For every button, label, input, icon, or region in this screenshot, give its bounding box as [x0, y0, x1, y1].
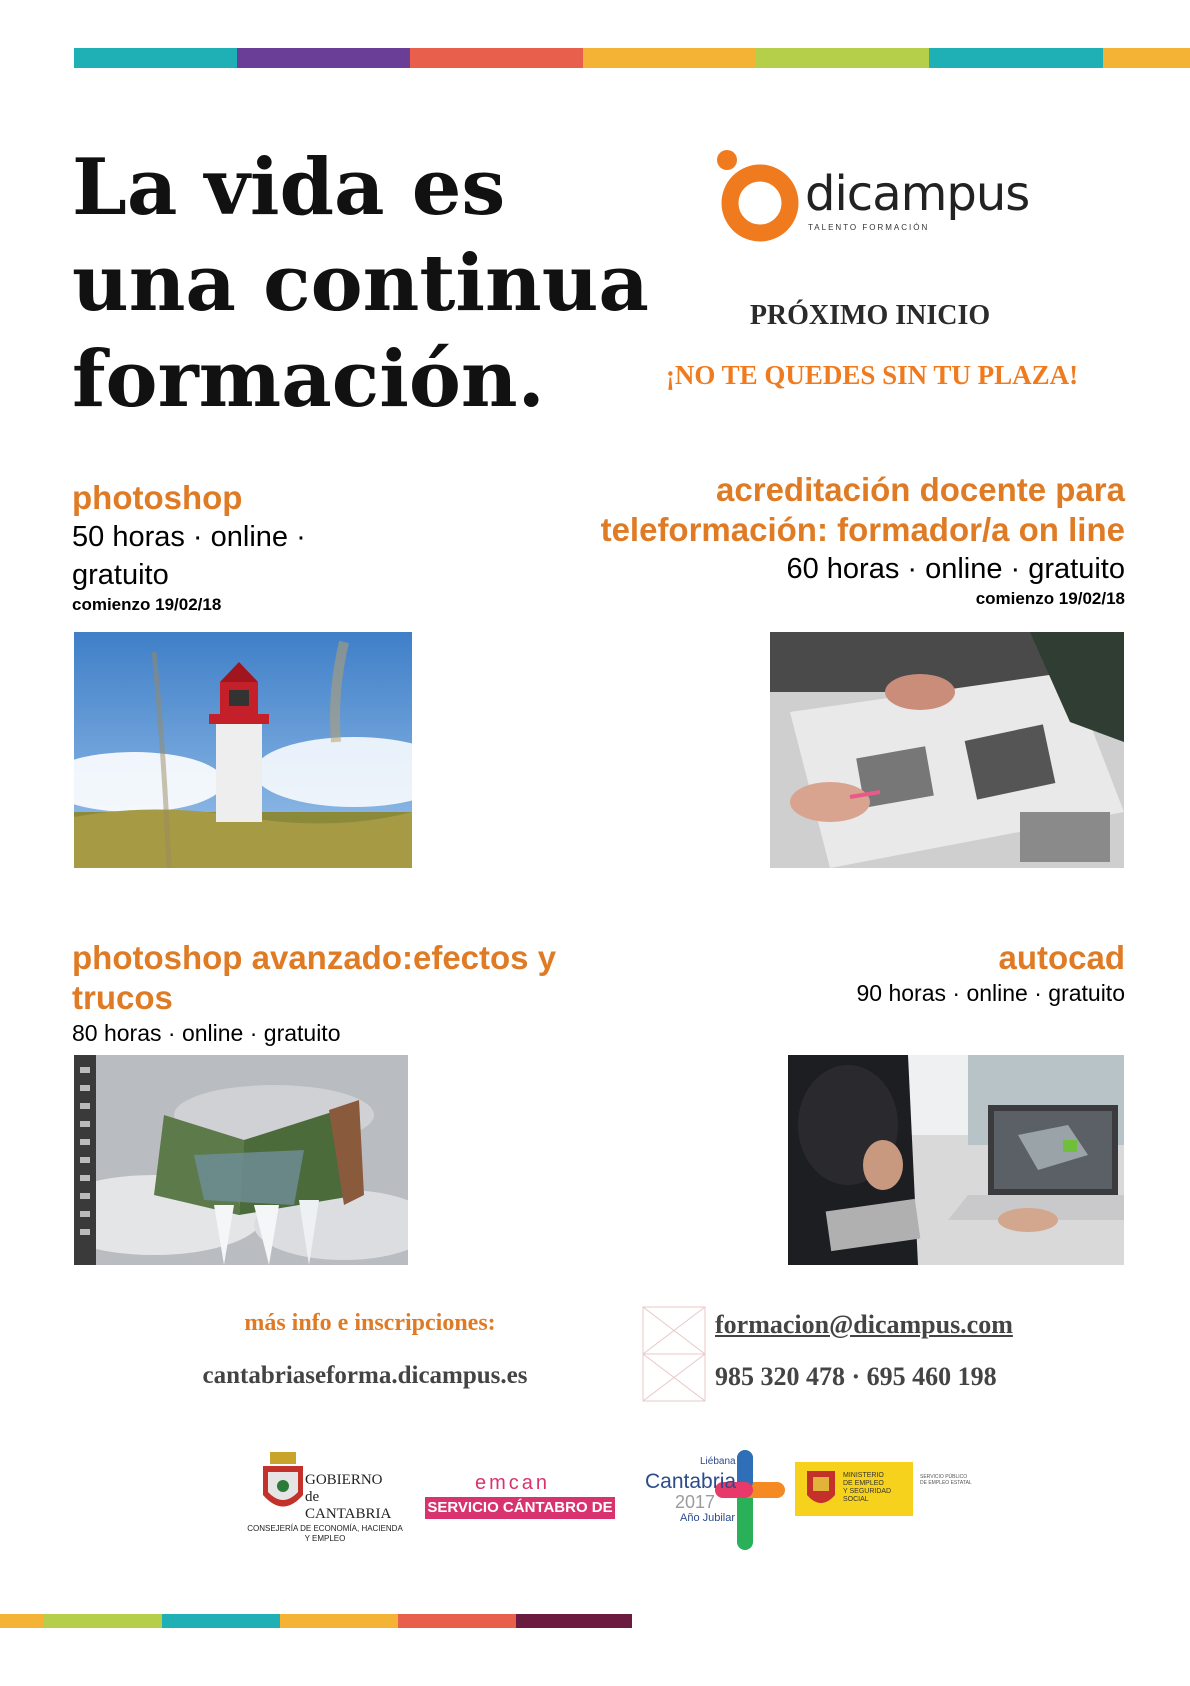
course-photoshop — [72, 478, 372, 616]
course-date: comienzo 19/02/18 — [975, 589, 1125, 608]
logo-tagline: TALENTO FORMACIÓN — [808, 223, 930, 232]
course-info: 60 horas · online · gratuito — [786, 553, 1125, 585]
image-placeholder-icon — [642, 1306, 706, 1402]
no-te-quedes: ¡NO TE QUEDES SIN TU PLAZA! — [665, 360, 1079, 390]
top-color-strip — [74, 48, 1190, 68]
laptop-photo — [788, 1055, 1124, 1265]
liebana-logo — [645, 1450, 785, 1550]
consejeria-text: CONSEJERÍA DE ECONOMÍA, HACIENDA Y EMPLEO — [247, 1524, 403, 1543]
book-landscape-photo — [74, 1055, 408, 1265]
strip-segment — [0, 1614, 44, 1628]
dicampus-logo-icon — [715, 148, 805, 248]
phone-numbers: 985 320 478 · 695 460 198 — [715, 1362, 997, 1391]
course-title: acreditación docente para — [716, 471, 1125, 508]
coat-of-arms-icon — [258, 1450, 308, 1520]
strip-segment — [44, 1614, 162, 1628]
headline-line: formación. — [72, 334, 545, 425]
more-info-label: más info e inscripciones: — [244, 1310, 496, 1336]
bottom-color-strip — [0, 1614, 632, 1628]
strip-segment — [516, 1614, 632, 1628]
ministerio-text: MINISTERIO DE EMPLEO Y SEGURIDAD SOCIAL — [843, 1472, 892, 1503]
gobierno-text: GOBIERNO de CANTABRIA — [305, 1472, 392, 1522]
liebana-year: 2017 — [675, 1492, 716, 1512]
website-link[interactable]: cantabriaseforma.dicampus.es — [202, 1362, 528, 1389]
emcan-bar: SERVICIO CÁNTABRO DE EMPLEO — [425, 1497, 615, 1519]
course-info: gratuito — [72, 559, 169, 591]
course-title: photoshop avanzado:efectos y — [72, 939, 557, 976]
strip-segment — [929, 48, 1103, 68]
headline-line: La vida es — [72, 142, 506, 233]
strip-segment — [398, 1614, 516, 1628]
course-title: teleformación: formador/a on line — [600, 511, 1125, 548]
spain-shield-icon — [801, 1467, 841, 1511]
course-info: 80 horas · online · gratuito — [72, 1020, 341, 1046]
lighthouse-photo — [74, 632, 412, 868]
strip-segment — [1103, 48, 1190, 68]
strip-segment — [74, 48, 237, 68]
sepe-text: SERVICIO PÚBLICO DE EMPLEO ESTATAL — [920, 1474, 972, 1486]
course-photoshop-avanzado — [72, 938, 592, 1048]
strip-segment — [237, 48, 410, 68]
strip-segment — [280, 1614, 398, 1628]
emcan-logo — [425, 1472, 615, 1538]
course-title: trucos — [72, 979, 173, 1016]
course-info: 50 horas · online · — [72, 521, 306, 553]
course-title: autocad — [998, 939, 1125, 976]
headline — [72, 140, 649, 428]
emcan-wordmark: emcan — [475, 1472, 551, 1494]
sponsor-logos — [240, 1450, 980, 1550]
email-link[interactable]: formacion@dicampus.com — [715, 1310, 1013, 1339]
ministerio-logo — [795, 1462, 913, 1516]
course-acreditacion — [580, 470, 1125, 610]
course-autocad — [780, 938, 1125, 1008]
strip-segment — [162, 1614, 280, 1628]
course-date: comienzo 19/02/18 — [72, 595, 222, 614]
course-title: photoshop — [72, 479, 243, 516]
liebana-top: Liébana — [700, 1456, 736, 1467]
course-info: 90 horas · online · gratuito — [856, 980, 1125, 1006]
liebana-sub: Año Jubilar — [680, 1512, 736, 1524]
gobierno-cantabria-logo — [240, 1450, 415, 1550]
dicampus-logo — [715, 148, 1065, 248]
proximo-inicio: PRÓXIMO INICIO — [749, 300, 991, 331]
strip-segment — [583, 48, 756, 68]
headline-line: una continua — [72, 238, 649, 329]
logo-wordmark: dicampus — [805, 166, 1030, 222]
workshop-photo — [770, 632, 1124, 868]
strip-segment — [410, 48, 583, 68]
liebana-region: Cantabria — [645, 1470, 737, 1493]
strip-segment — [756, 48, 929, 68]
